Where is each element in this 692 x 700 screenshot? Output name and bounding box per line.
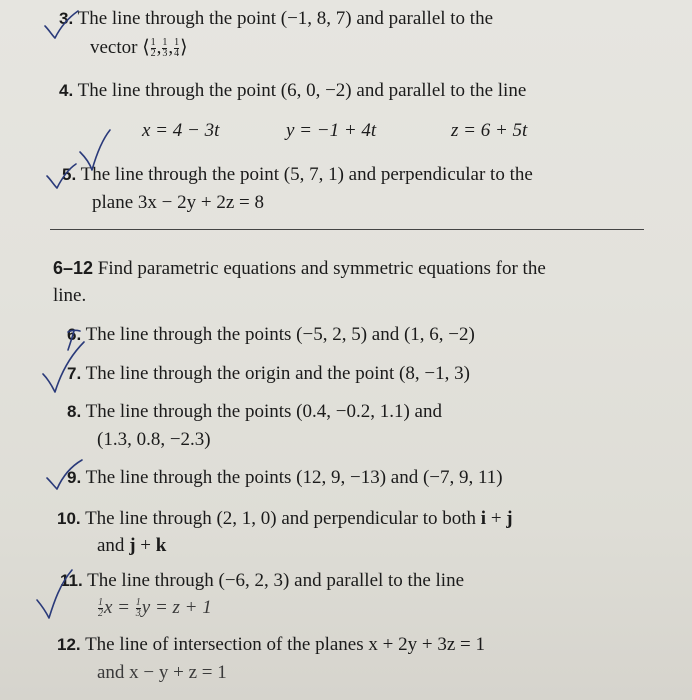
- problem-11-line2: [97, 597, 212, 619]
- problem-9: [67, 467, 503, 489]
- section-instruction-text: Find parametric equations and symmetric equations for the: [97, 258, 546, 279]
- problem-12-line2: and x − y + z = 1: [97, 662, 227, 683]
- problem-11-text: The line through (−6, 2, 3) and parallel to the line: [87, 570, 465, 591]
- vector-i: i: [480, 508, 487, 529]
- problem-7: [67, 363, 470, 385]
- problem-5-text: The line through the point (5, 7, 1) and perpendicular to the: [80, 164, 533, 185]
- problem-6-text: The line through the points (−5, 2, 5) and (1, 6, −2): [85, 324, 475, 345]
- checkmark-icon-3: [42, 8, 82, 42]
- checkmark-icon-7: [40, 336, 90, 396]
- eq-part-2: y = z + 1: [141, 597, 212, 618]
- problem-7-number: 7.: [67, 364, 82, 383]
- problem-4-text: The line through the point (6, 0, −2) and parallel to the line: [77, 80, 527, 101]
- problem-6: [67, 324, 475, 346]
- problem-10-number: 10.: [57, 509, 81, 528]
- problem-5-number: 5.: [62, 165, 77, 184]
- fraction-quarter: $\frac{1}{4}$: [174, 37, 180, 60]
- problem-10-text: The line through (2, 1, 0) and perpendicular to both: [85, 508, 481, 529]
- fraction-half: $\frac{1}{2}$: [150, 37, 156, 60]
- problem-10-line2: [97, 535, 166, 557]
- vector-open: vector ⟨: [90, 37, 150, 58]
- section-instruction-line2: line.: [53, 285, 87, 306]
- problem-4-number: 4.: [59, 81, 74, 100]
- problem-12-line1: [57, 634, 485, 656]
- fraction-half-b: $\frac{1}{2}$: [98, 597, 103, 620]
- problem-9-number: 9.: [67, 468, 82, 487]
- plus-1: +: [486, 508, 507, 529]
- vector-j: j: [506, 508, 513, 529]
- problem-11-line1: [60, 570, 464, 592]
- problem-3-line1: [59, 8, 493, 30]
- problem-8-line1: [67, 401, 442, 423]
- problem-4-eq-y: y = −1 + 4t: [286, 120, 377, 141]
- checkmark-icon-11: [34, 566, 78, 622]
- checkmark-icon-4: [76, 126, 116, 174]
- problem-3-text: The line through the point (−1, 8, 7) and parallel to the: [77, 8, 494, 29]
- checkmark-icon-9: [44, 456, 88, 492]
- and-word: and: [97, 535, 130, 556]
- problem-7-text: The line through the origin and the point (8, −1, 3): [85, 363, 470, 384]
- eq-part-1: x =: [104, 597, 135, 618]
- problem-8-number: 8.: [67, 402, 82, 421]
- problem-4-eq-x: x = 4 − 3t: [142, 120, 220, 141]
- problem-4-line1: [59, 80, 526, 102]
- problem-5-line2: plane 3x − 2y + 2z = 8: [92, 192, 264, 213]
- problem-6-number: 6.: [67, 325, 82, 344]
- problem-9-text: The line through the points (12, 9, −13) and (−7, 9, 11): [85, 467, 503, 488]
- problem-12-number: 12.: [57, 635, 81, 654]
- section-divider: [50, 229, 644, 230]
- problem-10-line1: [57, 508, 513, 530]
- vector-k: k: [155, 535, 167, 556]
- section-range: 6–12: [53, 258, 94, 278]
- fraction-third-b: $\frac{1}{3}$: [135, 597, 141, 620]
- plus-2: +: [135, 535, 156, 556]
- vector-close: ⟩: [180, 37, 188, 58]
- problem-3-line2: vector ⟨ $\frac{1}{2}$ , $\frac{1}{3}$ , $\frac{1}{4}$ ⟩: [90, 37, 188, 60]
- problem-4-eq-z: z = 6 + 5t: [451, 120, 528, 141]
- fraction-third: $\frac{1}{3}$: [162, 37, 168, 60]
- problem-8-text: The line through the points (0.4, −0.2, 1.1) and: [85, 401, 442, 422]
- problem-5-line1: [62, 164, 533, 186]
- section-instruction-line1: [53, 257, 546, 280]
- checkmark-icon-5: [44, 160, 80, 192]
- vector-j-2: j: [129, 535, 136, 556]
- problem-11-number: 11.: [60, 571, 83, 590]
- problem-3-number: 3.: [59, 9, 74, 28]
- problem-8-line2: (1.3, 0.8, −2.3): [97, 429, 211, 450]
- problem-12-text: The line of intersection of the planes x + 2y + 3z = 1: [85, 634, 485, 655]
